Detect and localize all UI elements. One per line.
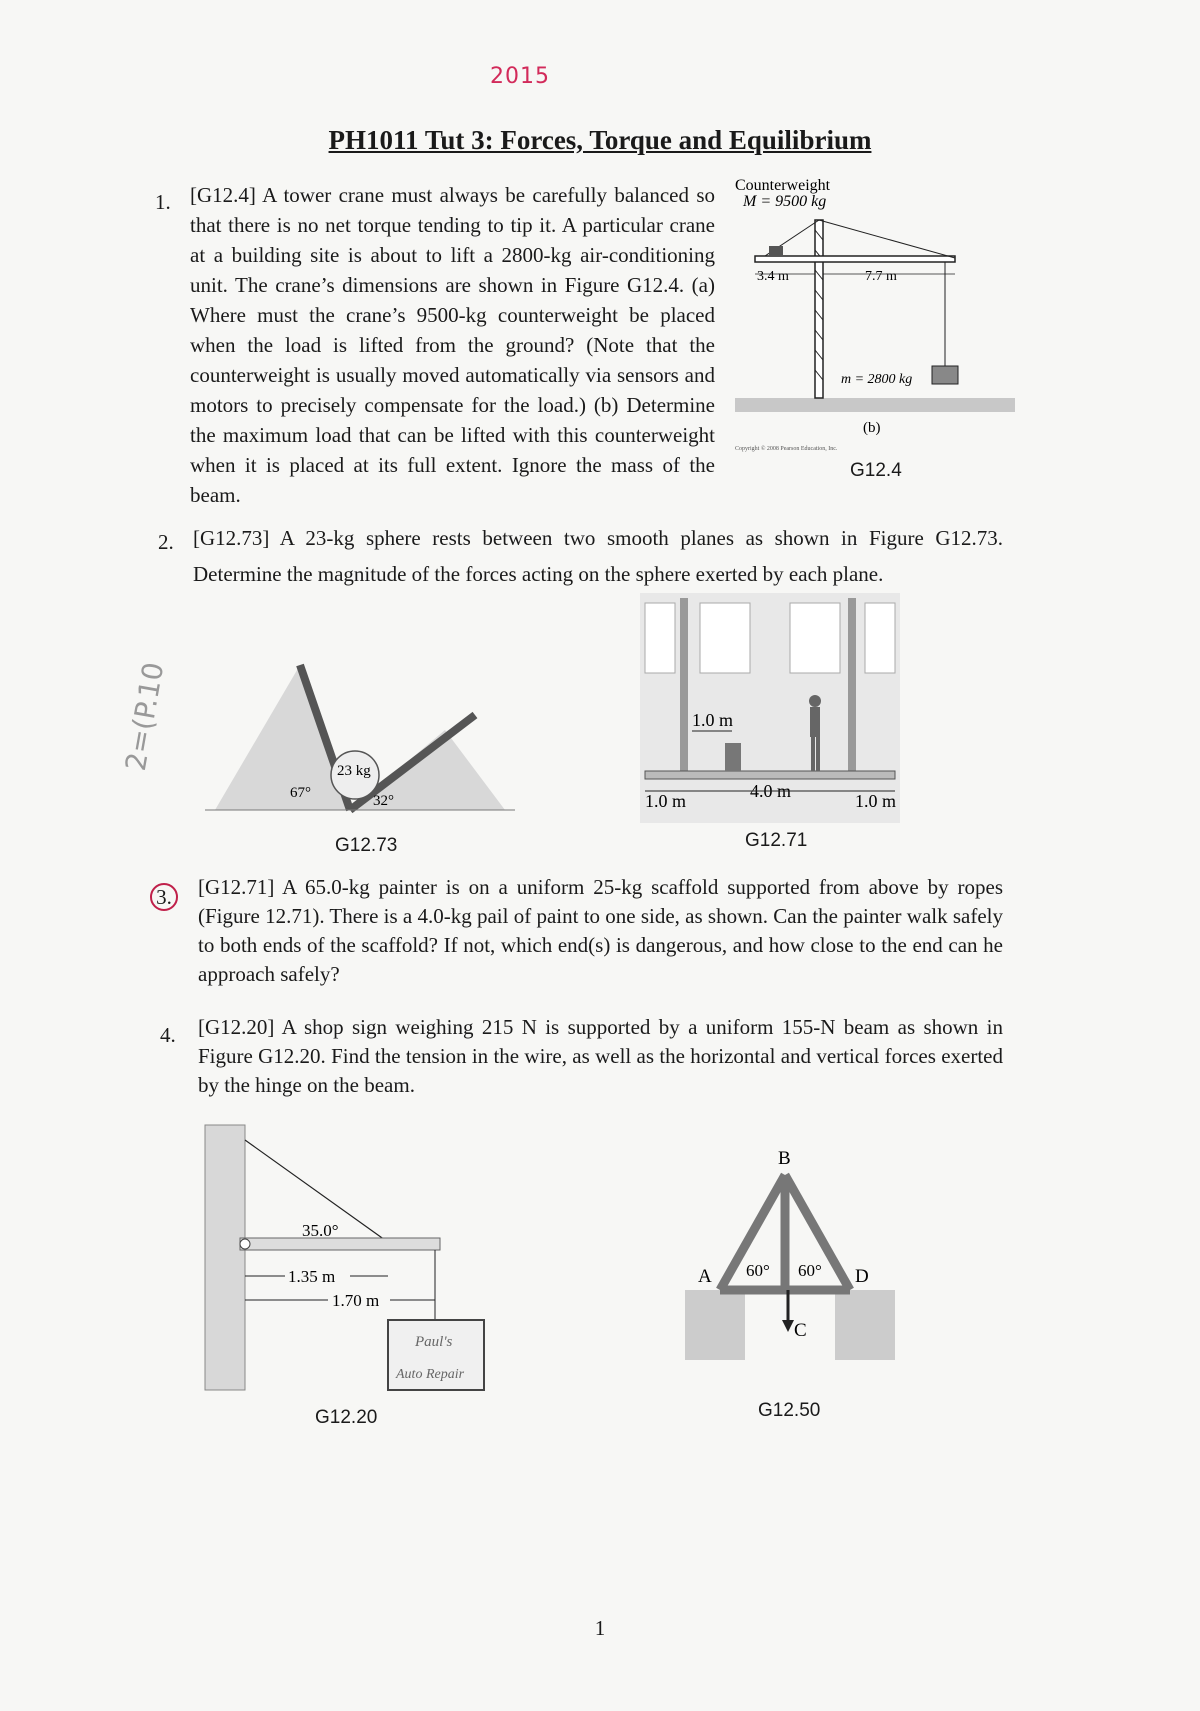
question-2-text: [G12.73] A 23-kg sphere rests between two smooth planes as shown in Figure G12.73. Determine the magnitude of the forces acting on the sphere exerted by each plane. (193, 526, 1003, 586)
sign-angle-label: 35.0° (302, 1221, 339, 1240)
crane-copyright: Copyright © 2008 Pearson Education, Inc. (735, 446, 838, 452)
crane-dim-1: 3.4 m (757, 269, 789, 284)
scaffold-right-dim: 1.0 m (855, 791, 897, 811)
sphere-angle-right: 32° (373, 793, 394, 809)
sign-hinge (240, 1239, 250, 1249)
crane-part-label: (b) (863, 420, 881, 436)
crane-jib (755, 256, 955, 262)
scaffold-top-dim: 1.0 m (692, 710, 734, 730)
caption-g12-4: G12.4 (850, 460, 902, 481)
truss-label-b: B (778, 1148, 791, 1169)
sign-wall (205, 1125, 245, 1390)
handwritten-year-note: 2015 (490, 64, 550, 89)
sphere-mass-label: 23 kg (337, 763, 371, 779)
scaffold-left-rope (680, 598, 688, 778)
crane-mass-label: M = 9500 kg (743, 193, 827, 210)
sign-board-line2: Auto Repair (396, 1367, 465, 1382)
crane-top-cable (819, 220, 955, 258)
question-4-number: 4. (160, 1023, 176, 1047)
sign-dim-1: 1.35 m (288, 1267, 336, 1286)
crane-ground (735, 398, 1015, 412)
question-1-number: 1. (155, 190, 171, 214)
figure-crane (725, 170, 1025, 490)
crane-dim-2: 7.7 m (865, 269, 897, 284)
truss-right-support (835, 1290, 895, 1360)
figure-sign (200, 1120, 500, 1400)
truss-angle-right: 60° (798, 1261, 822, 1280)
truss-label-c: C (794, 1320, 807, 1341)
question-3-circle (150, 883, 178, 911)
question-1-text: [G12.4] A tower crane must always be carefully balanced so that there is no net torque tending to tip it. A particular crane at a building site is about to lift a 2800-kg air-conditioning unit. The crane’s dimensions are shown in Figure G12.4. (a) Where must the crane’s 9500-kg counterweight be placed when the load is lifted from the ground? (Note that the counterweight is usually moved automatically via sensors and motors to precisely compensate for the load.) (b) Determine the maximum load that can be lifted with this counterweight when it is placed at its full extent. Ignore the mass of the beam. (190, 183, 715, 507)
caption-g12-20: G12.20 (315, 1407, 378, 1428)
crane-counterweight-label: Counterweight (735, 177, 831, 194)
figure-truss (680, 1140, 900, 1365)
page-title: PH1011 Tut 3: Forces, Torque and Equilibrium (328, 125, 872, 155)
sign-dim-2: 1.70 m (332, 1291, 380, 1310)
scaffold-left-dim: 1.0 m (645, 791, 687, 811)
scaffold-right-rope (848, 598, 856, 778)
truss-left-support (685, 1290, 745, 1360)
sphere-angle-left: 67° (290, 785, 311, 801)
figure-sphere (205, 655, 515, 820)
truss-label-d: D (855, 1266, 869, 1287)
caption-g12-71: G12.71 (745, 830, 808, 851)
question-2-number: 2. (158, 530, 174, 554)
question-3-number: 3. (156, 884, 172, 909)
sign-beam (240, 1238, 440, 1250)
sign-board-line1: Paul's (415, 1334, 453, 1350)
margin-handwritten-note: 2=(P.10 (118, 659, 171, 774)
crane-load-label: m = 2800 kg (841, 372, 913, 387)
question-4-text: [G12.20] A shop sign weighing 215 N is supported by a uniform 155-N beam as shown in Figure G12.20. Find the tension in the wire, as well as the horizontal and vertical forces exerted by the hinge on the beam. (198, 1015, 1003, 1097)
truss-angle-left: 60° (746, 1261, 770, 1280)
crane-counterweight (769, 246, 783, 256)
figure-scaffold (640, 593, 900, 823)
scaffold-paint-pail (725, 743, 741, 771)
scaffold-plank (645, 771, 895, 779)
truss-label-a: A (698, 1266, 712, 1287)
scaffold-mid-dim: 4.0 m (750, 781, 792, 801)
question-3-text: [G12.71] A 65.0-kg painter is on a uniform 25-kg scaffold supported from above by ropes (Figure 12.71). There is a 4.0-kg pail of paint to one side, as shown. Can the painter walk safely to both ends of the scaffold? If not, which end(s) is dangerous, and how close to the end can he approach safely? (198, 875, 1004, 986)
caption-g12-50: G12.50 (758, 1400, 821, 1421)
crane-load (932, 366, 958, 384)
caption-g12-73: G12.73 (335, 835, 398, 856)
page-number: 1 (594, 1616, 606, 1640)
